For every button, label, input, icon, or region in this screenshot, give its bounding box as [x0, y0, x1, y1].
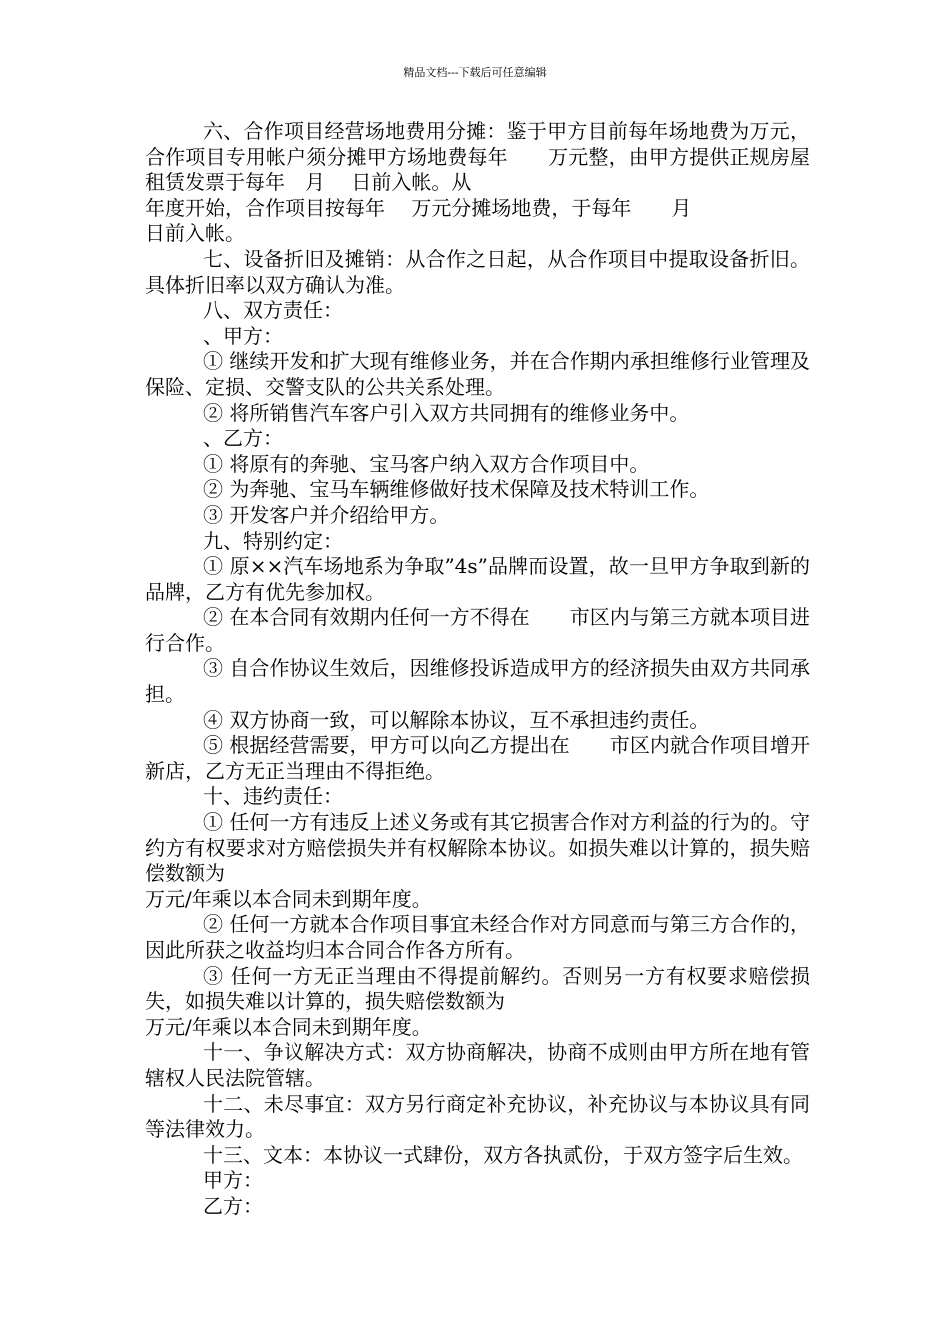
party-a-heading: 、甲方： — [203, 323, 283, 348]
party-b-heading: 、乙方： — [203, 426, 283, 451]
party-a-item-1: ① 继续开发和扩大现有维修业务，并在合作期内承担维修行业管理及保险、定损、交警支队的公共关系处理。 — [145, 349, 810, 399]
clause-9-heading: 九、特别约定： — [203, 528, 343, 553]
clause-11-paragraph: 十一、争议解决方式：双方协商解决，协商不成则由甲方所在地有管辖权人民法院管辖。 — [145, 1040, 810, 1090]
special-item-5: ⑤ 根据经营需要，甲方可以向乙方提出在 市区内就合作项目增开新店，乙方无正当理由不得拒绝。 — [145, 733, 810, 783]
party-b-item-2: ② 为奔驰、宝马车辆维修做好技术保障及技术特训工作。 — [203, 477, 710, 502]
special-item-2: ② 在本合同有效期内任何一方不得在 市区内与第三方就本项目进行合作。 — [145, 605, 810, 655]
clause-12-paragraph: 十二、未尽事宜：双方另行商定补充协议，补充协议与本协议具有同等法律效力。 — [145, 1091, 810, 1142]
clause-13-paragraph: 十三、文本：本协议一式肆份，双方各执贰份，于双方签字后生效。 — [203, 1142, 803, 1167]
liability-item-1-end: 万元/年乘以本合同未到期年度。 — [145, 886, 432, 911]
document-body — [145, 119, 810, 1220]
party-a-item-2: ② 将所销售汽车客户引入双方共同拥有的维修业务中。 — [203, 400, 690, 425]
party-b-item-3: ③ 开发客户并介绍给甲方。 — [203, 502, 450, 527]
clause-10-heading: 十、违约责任： — [203, 784, 343, 809]
liability-item-3-end: 万元/年乘以本合同未到期年度。 — [145, 1014, 432, 1039]
special-item-3: ③ 自合作协议生效后，因维修投诉造成甲方的经济损失由双方共同承担。 — [145, 656, 810, 707]
clause-6-end: 日前入帐。 — [145, 221, 245, 246]
special-item-4: ④ 双方协商一致，可以解除本协议，互不承担违约责任。 — [203, 707, 710, 732]
page-header: 精品文档---下载后可任意编辑 — [403, 66, 547, 79]
clause-8-heading: 八、双方责任： — [203, 298, 343, 323]
party-b-item-1: ① 将原有的奔驰、宝马客户纳入双方合作项目中。 — [203, 451, 650, 476]
signature-party-a: 甲方： — [203, 1168, 263, 1193]
clause-6-continuation: 年度开始，合作项目按每年 万元分摊场地费，于每年 月 — [145, 195, 692, 220]
liability-item-2: ② 任何一方就本合作项目事宜未经合作对方同意而与第三方合作的，因此所获之收益均归本合同合作各方所有。 — [145, 912, 810, 962]
liability-item-3: ③ 任何一方无正当理由不得提前解约。否则另一方有权要求赔偿损失，如损失难以计算的，损失赔偿数额为 — [145, 963, 810, 1014]
liability-item-1: ① 任何一方有违反上述义务或有其它损害合作对方利益的行为的。守约方有权要求对方赔偿损失并有权解除本协议。如损失难以计算的，损失赔偿数额为 — [145, 810, 810, 886]
special-item-1: ① 原××汽车场地系为争取”4s”品牌而设置，故一旦甲方争取到新的品牌，乙方有优先参加权。 — [145, 554, 810, 604]
clause-7-paragraph: 七、设备折旧及摊销：从合作之日起，从合作项目中提取设备折旧。具体折旧率以双方确认为准。 — [145, 246, 810, 297]
signature-party-b: 乙方： — [203, 1193, 263, 1218]
clause-6-paragraph: 六、合作项目经营场地费用分摊：鉴于甲方目前每年场地费为万元，合作项目专用帐户须分摊甲方场地费每年 万元整，由甲方提供正规房屋租赁发票于每年 月 日前入帐。从 — [145, 119, 810, 195]
